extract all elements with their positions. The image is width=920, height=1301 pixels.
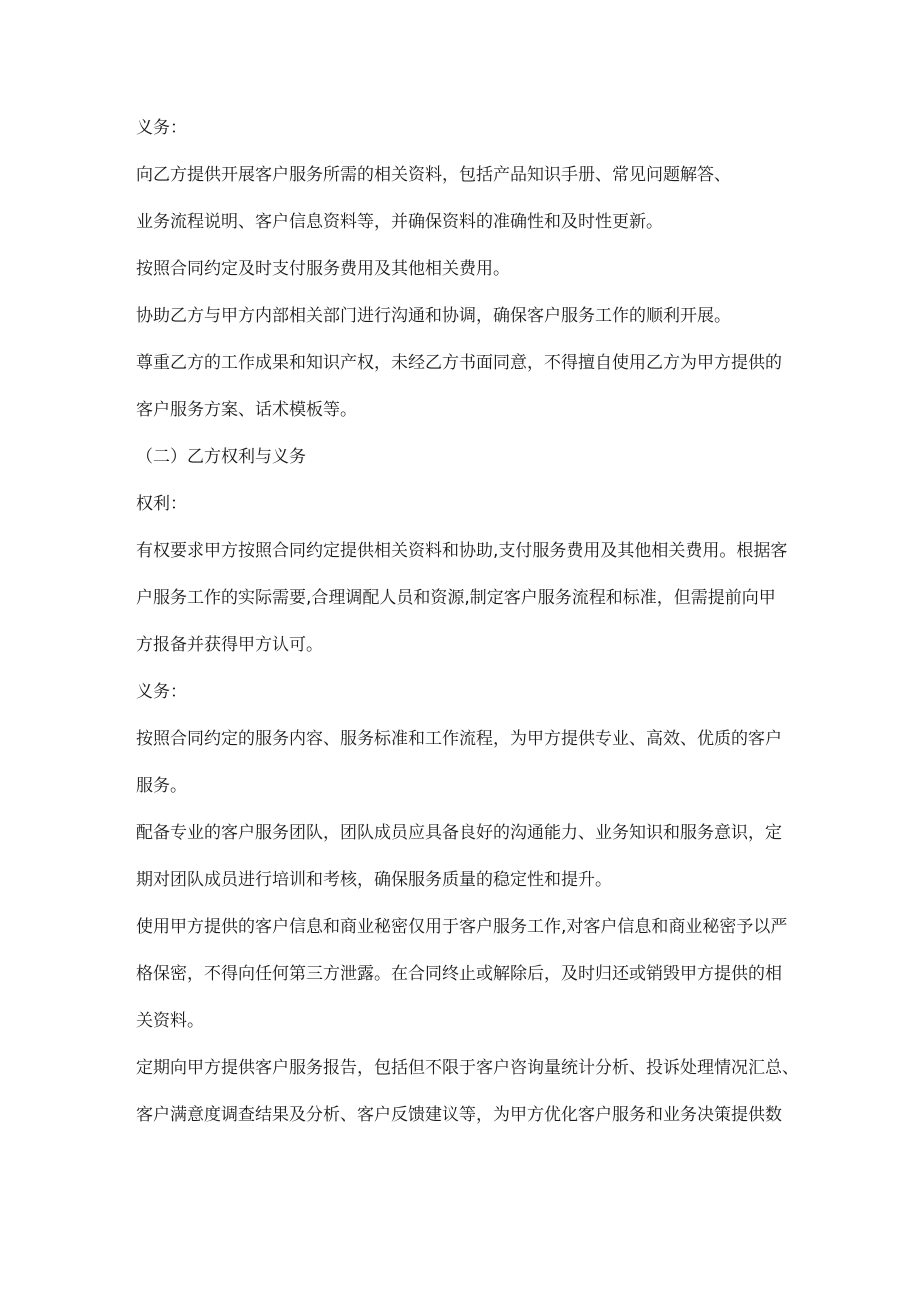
text-line: 权利： bbox=[136, 494, 187, 514]
text-line: 尊重乙方的工作成果和知识产权，未经乙方书面同意，不得擅自使用乙方为甲方提供的 bbox=[136, 353, 782, 373]
text-line: 义务： bbox=[136, 682, 187, 702]
text-line: 客户满意度调查结果及分析、客户反馈建议等，为甲方优化客户服务和业务决策提供数 bbox=[136, 1105, 782, 1125]
text-line: 格保密，不得向任何第三方泄露。在合同终止或解除后，及时归还或销毁甲方提供的相 bbox=[136, 964, 782, 984]
text-line: 服务。 bbox=[136, 776, 187, 796]
text-line: 户服务工作的实际需要,合理调配人员和资源,制定客户服务流程和标准，但需提前向甲 bbox=[136, 588, 776, 608]
section-heading: （二）乙方权利与义务 bbox=[136, 447, 306, 467]
text-line: 定期向甲方提供客户服务报告，包括但不限于客户咨询量统计分析、投诉处理情况汇总、 bbox=[136, 1058, 799, 1078]
document-body bbox=[136, 116, 799, 1150]
text-line: 客户服务方案、话术模板等。 bbox=[136, 400, 357, 420]
text-line: 方报备并获得甲方认可。 bbox=[136, 635, 323, 655]
text-line: 关资料。 bbox=[136, 1011, 204, 1031]
text-line: 有权要求甲方按照合同约定提供相关资料和协助,支付服务费用及其他相关费用。根据客 bbox=[136, 541, 788, 561]
text-line: 期对团队成员进行培训和考核，确保服务质量的稳定性和提升。 bbox=[136, 870, 612, 890]
text-line: 向乙方提供开展客户服务所需的相关资料，包括产品知识手册、常见问题解答、 bbox=[136, 165, 731, 185]
text-line: 业务流程说明、客户信息资料等，并确保资料的准确性和及时性更新。 bbox=[136, 212, 663, 232]
text-line: 协助乙方与甲方内部相关部门进行沟通和协调，确保客户服务工作的顺利开展。 bbox=[136, 306, 731, 326]
text-line: 按照合同约定及时支付服务费用及其他相关费用。 bbox=[136, 259, 510, 279]
text-line: 使用甲方提供的客户信息和商业秘密仅用于客户服务工作,对客户信息和商业秘密予以严 bbox=[136, 917, 788, 937]
text-line: 按照合同约定的服务内容、服务标准和工作流程，为甲方提供专业、高效、优质的客户 bbox=[136, 729, 782, 749]
text-line: 配备专业的客户服务团队，团队成员应具备良好的沟通能力、业务知识和服务意识，定 bbox=[136, 823, 782, 843]
text-line: 义务： bbox=[136, 118, 187, 138]
